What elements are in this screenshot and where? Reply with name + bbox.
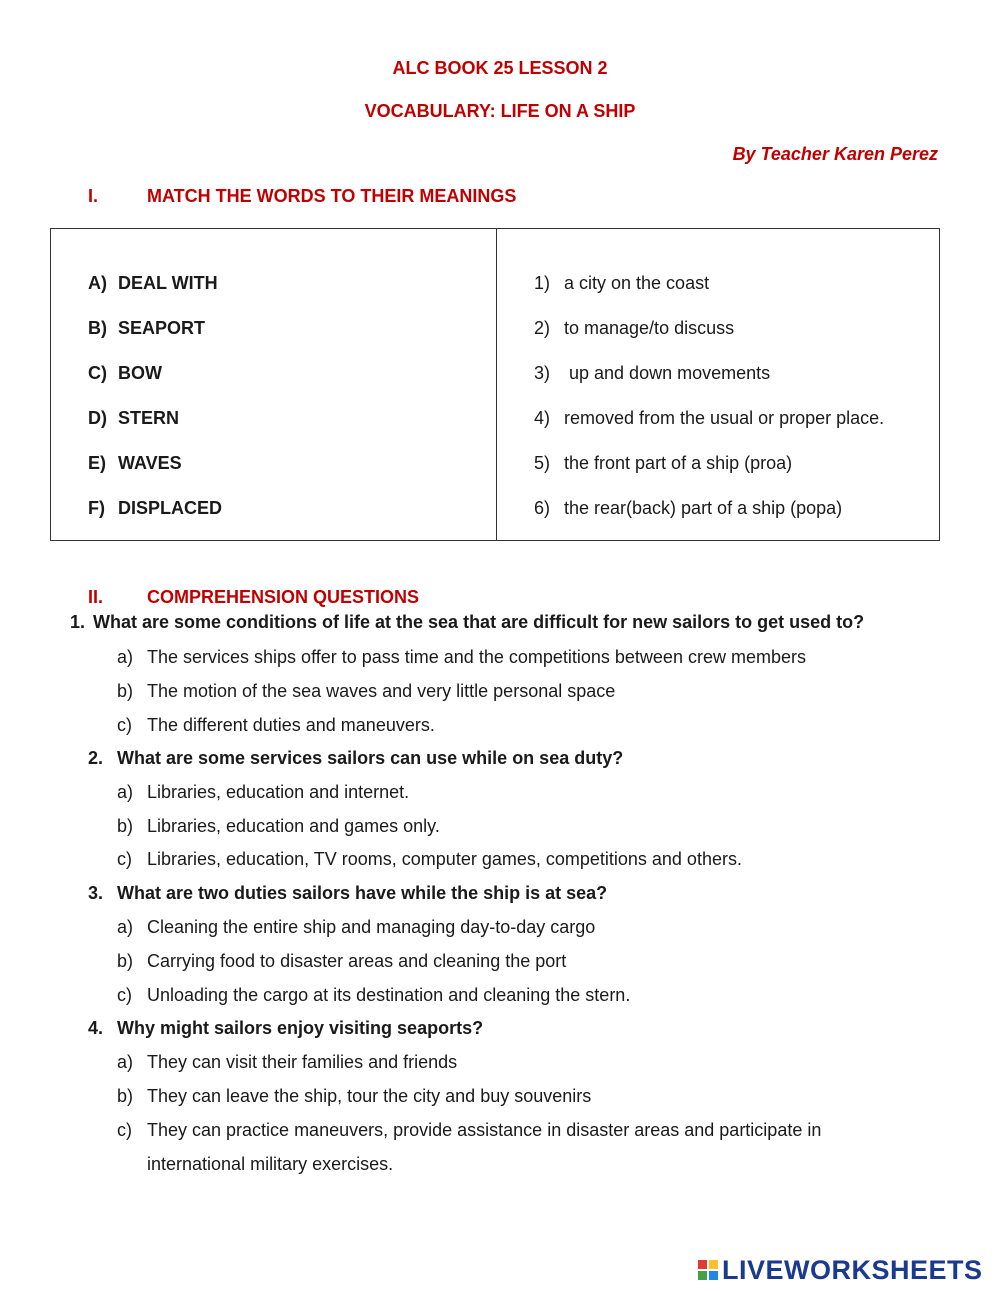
word-item: A) DEAL WITH [88,273,218,293]
meaning-item: 3) up and down movements [534,363,771,383]
answer-option[interactable]: b) They can leave the ship, tour the city and buy souvenirs [117,1086,592,1106]
answer-option[interactable]: c) Unloading the cargo at its destination and cleaning the stern. [117,985,631,1005]
logo-blocks-icon [698,1260,718,1280]
question-1: 1. What are some conditions of life at the sea that are difficult for new sailors to get used to? [70,612,865,632]
document-title: ALC BOOK 25 LESSON 2 [392,58,608,78]
answer-option[interactable]: a) Cleaning the entire ship and managing day-to-day cargo [117,917,596,937]
meaning-item: 2) to manage/to discuss [534,318,735,338]
section-2-number: II. [88,587,104,607]
logo-text: LIVEWORKSHEETS [722,1254,983,1285]
word-item: C) BOW [88,363,162,383]
answer-option[interactable]: b) Carrying food to disaster areas and cleaning the port [117,951,567,971]
word-item: B) SEAPORT [88,318,206,338]
document-subtitle: VOCABULARY: LIFE ON A SHIP [364,101,636,121]
answer-option[interactable]: b) The motion of the sea waves and very little personal space [117,681,616,701]
question-4: 4. Why might sailors enjoy visiting seaports? [88,1018,484,1038]
answer-option[interactable]: a) They can visit their families and friends [117,1052,458,1072]
word-item: F) DISPLACED [88,498,223,518]
meaning-item: 5) the front part of a ship (proa) [534,453,793,473]
question-2: 2. What are some services sailors can use while on sea duty? [88,748,624,768]
answer-option[interactable]: a) Libraries, education and internet. [117,782,410,802]
word-item: D) STERN [88,408,180,428]
section-2-heading [88,587,419,608]
meaning-item: 1) a city on the coast [534,273,710,293]
answer-option[interactable]: c) They can practice maneuvers, provide assistance in disaster areas and participate in international military exercises. [117,1120,822,1174]
section-2-title: COMPREHENSION QUESTIONS [147,587,420,607]
answer-option[interactable]: b) Libraries, education and games only. [117,816,440,836]
section-1-number: I. [88,186,99,206]
meaning-item: 4) removed from the usual or proper place. [534,408,885,428]
table-divider [496,229,497,540]
answer-option[interactable]: c) Libraries, education, TV rooms, computer games, competitions and others. [117,849,742,869]
matching-table [50,228,940,541]
liveworksheets-logo[interactable] [698,1255,983,1285]
answer-option[interactable]: c) The different duties and maneuvers. [117,715,435,735]
section-1-heading [88,186,516,207]
answer-option[interactable]: a) The services ships offer to pass time and the competitions between crew members [117,647,806,667]
section-1-title: MATCH THE WORDS TO THEIR MEANINGS [147,186,517,206]
author-byline: By Teacher Karen Perez [732,144,938,164]
meaning-item: 6) the rear(back) part of a ship (popa) [534,498,843,518]
question-3: 3. What are two duties sailors have while the ship is at sea? [88,883,608,903]
word-item: E) WAVES [88,453,182,473]
